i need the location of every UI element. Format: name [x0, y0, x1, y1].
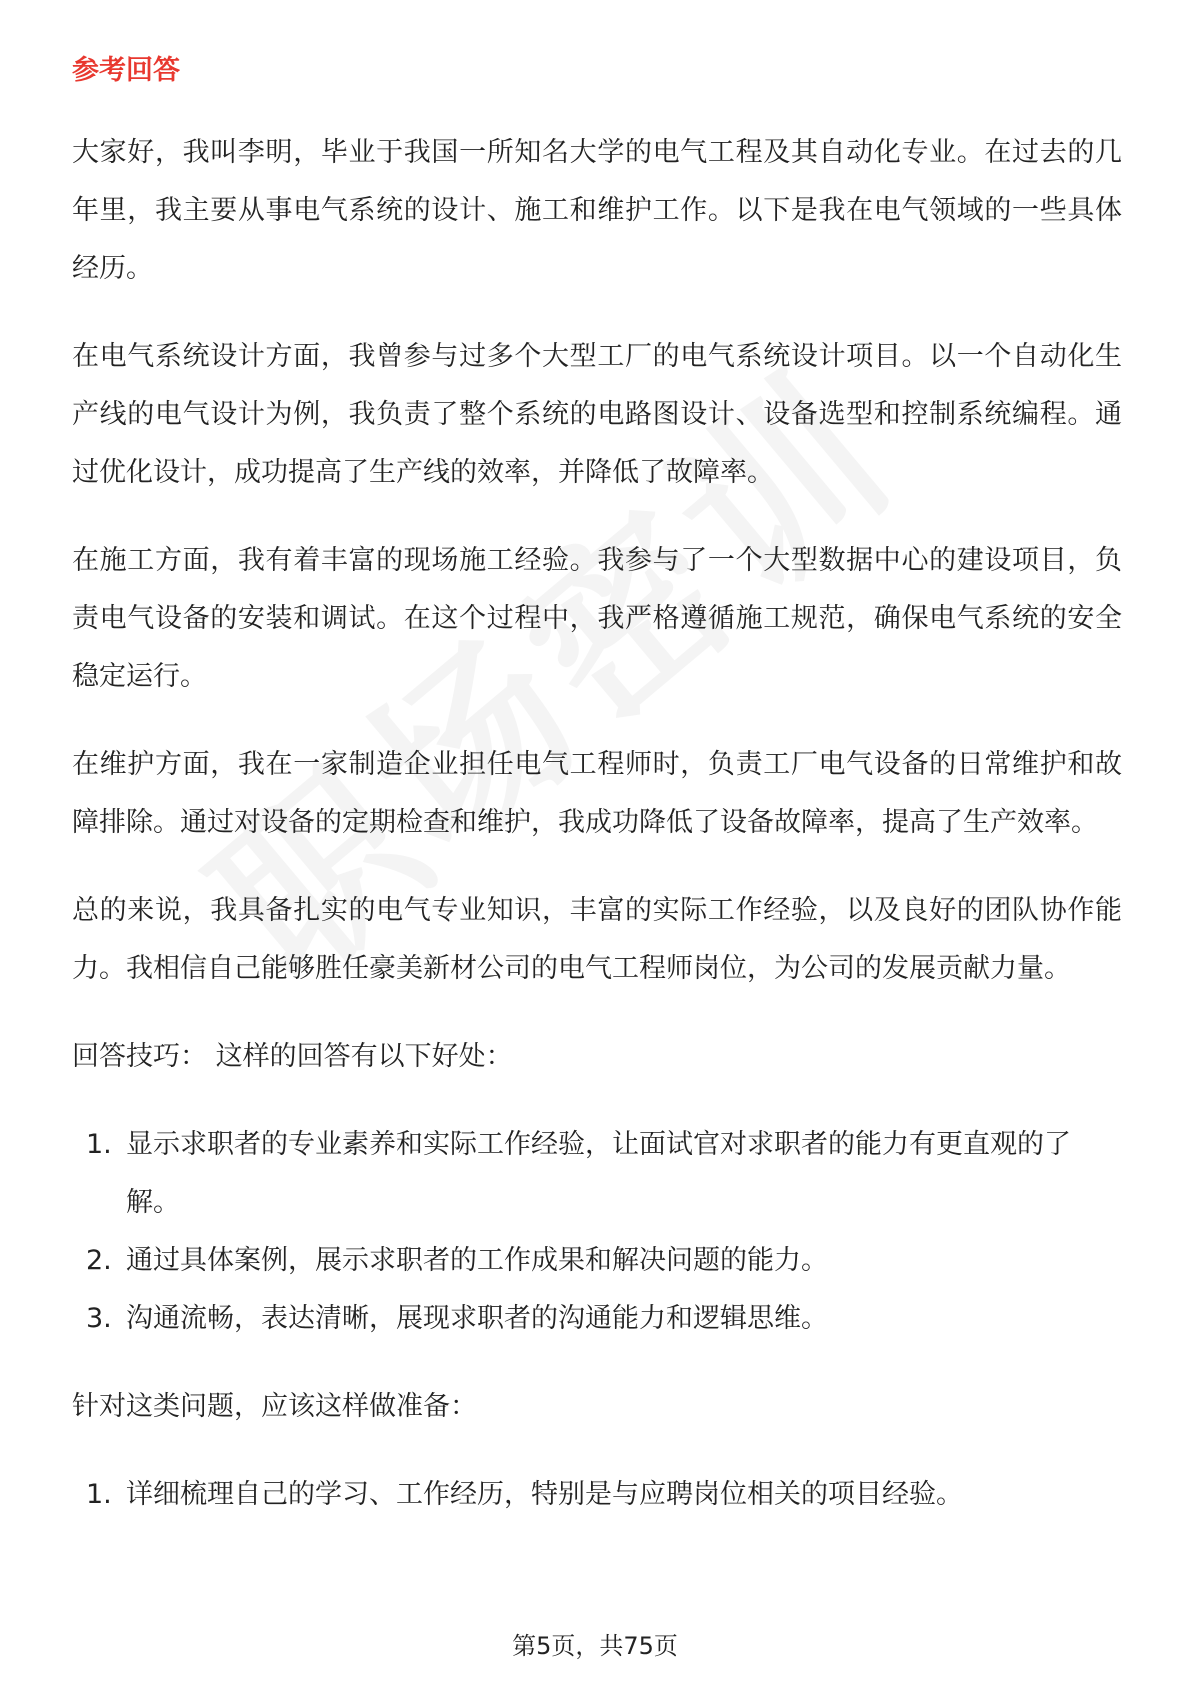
list-item: [72, 1232, 1122, 1290]
list-item-number: 1.: [86, 1479, 112, 1510]
tips-label: 回答技巧： 这样的回答有以下好处：: [72, 1041, 513, 1072]
list-item: [72, 1116, 1122, 1232]
paragraph-intro: 大家好，我叫李明，毕业于我国一所知名大学的电气工程及其自动化专业。在过去的几年里，我主要从事电气系统的设计、施工和维护工作。以下是我在电气领域的一些具体经历。: [72, 137, 1122, 284]
list-item-text: 沟通流畅，表达清晰，展现求职者的沟通能力和逻辑思维。: [126, 1303, 828, 1334]
list-item-text: 通过具体案例，展示求职者的工作成果和解决问题的能力。: [126, 1245, 828, 1276]
paragraph-maintenance: 在维护方面，我在一家制造企业担任电气工程师时，负责工厂电气设备的日常维护和故障排除。通过对设备的定期检查和维护，我成功降低了设备故障率，提高了生产效率。: [72, 749, 1122, 838]
list-item-number: 1.: [86, 1129, 112, 1160]
page-content: [72, 48, 1122, 1554]
section-title: 参考回答: [72, 55, 180, 86]
paragraph-summary: 总的来说，我具备扎实的电气专业知识，丰富的实际工作经验，以及良好的团队协作能力。我相信自己能够胜任豪美新材公司的电气工程师岗位，为公司的发展贡献力量。: [72, 895, 1122, 984]
prep-list: [72, 1466, 1122, 1524]
paragraph-design: 在电气系统设计方面，我曾参与过多个大型工厂的电气系统设计项目。以一个自动化生产线的电气设计为例，我负责了整个系统的电路图设计、设备选型和控制系统编程。通过优化设计，成功提高了生产线的效率，并降低了故障率。: [72, 341, 1122, 488]
paragraph-construction: 在施工方面，我有着丰富的现场施工经验。我参与了一个大型数据中心的建设项目，负责电气设备的安装和调试。在这个过程中，我严格遵循施工规范，确保电气系统的安全稳定运行。: [72, 545, 1122, 692]
page-footer: 第5页，共75页: [512, 1632, 678, 1660]
list-item-text: 详细梳理自己的学习、工作经历，特别是与应聘岗位相关的项目经验。: [126, 1479, 963, 1510]
prep-label: 针对这类问题，应该这样做准备：: [72, 1391, 477, 1422]
list-item-text: 显示求职者的专业素养和实际工作经验，让面试官对求职者的能力有更直观的了解。: [126, 1129, 1071, 1218]
list-item-number: 2.: [86, 1245, 112, 1276]
list-item-number: 3.: [86, 1303, 112, 1334]
tips-list: [72, 1116, 1122, 1348]
list-item: [72, 1466, 1122, 1524]
list-item: [72, 1290, 1122, 1348]
